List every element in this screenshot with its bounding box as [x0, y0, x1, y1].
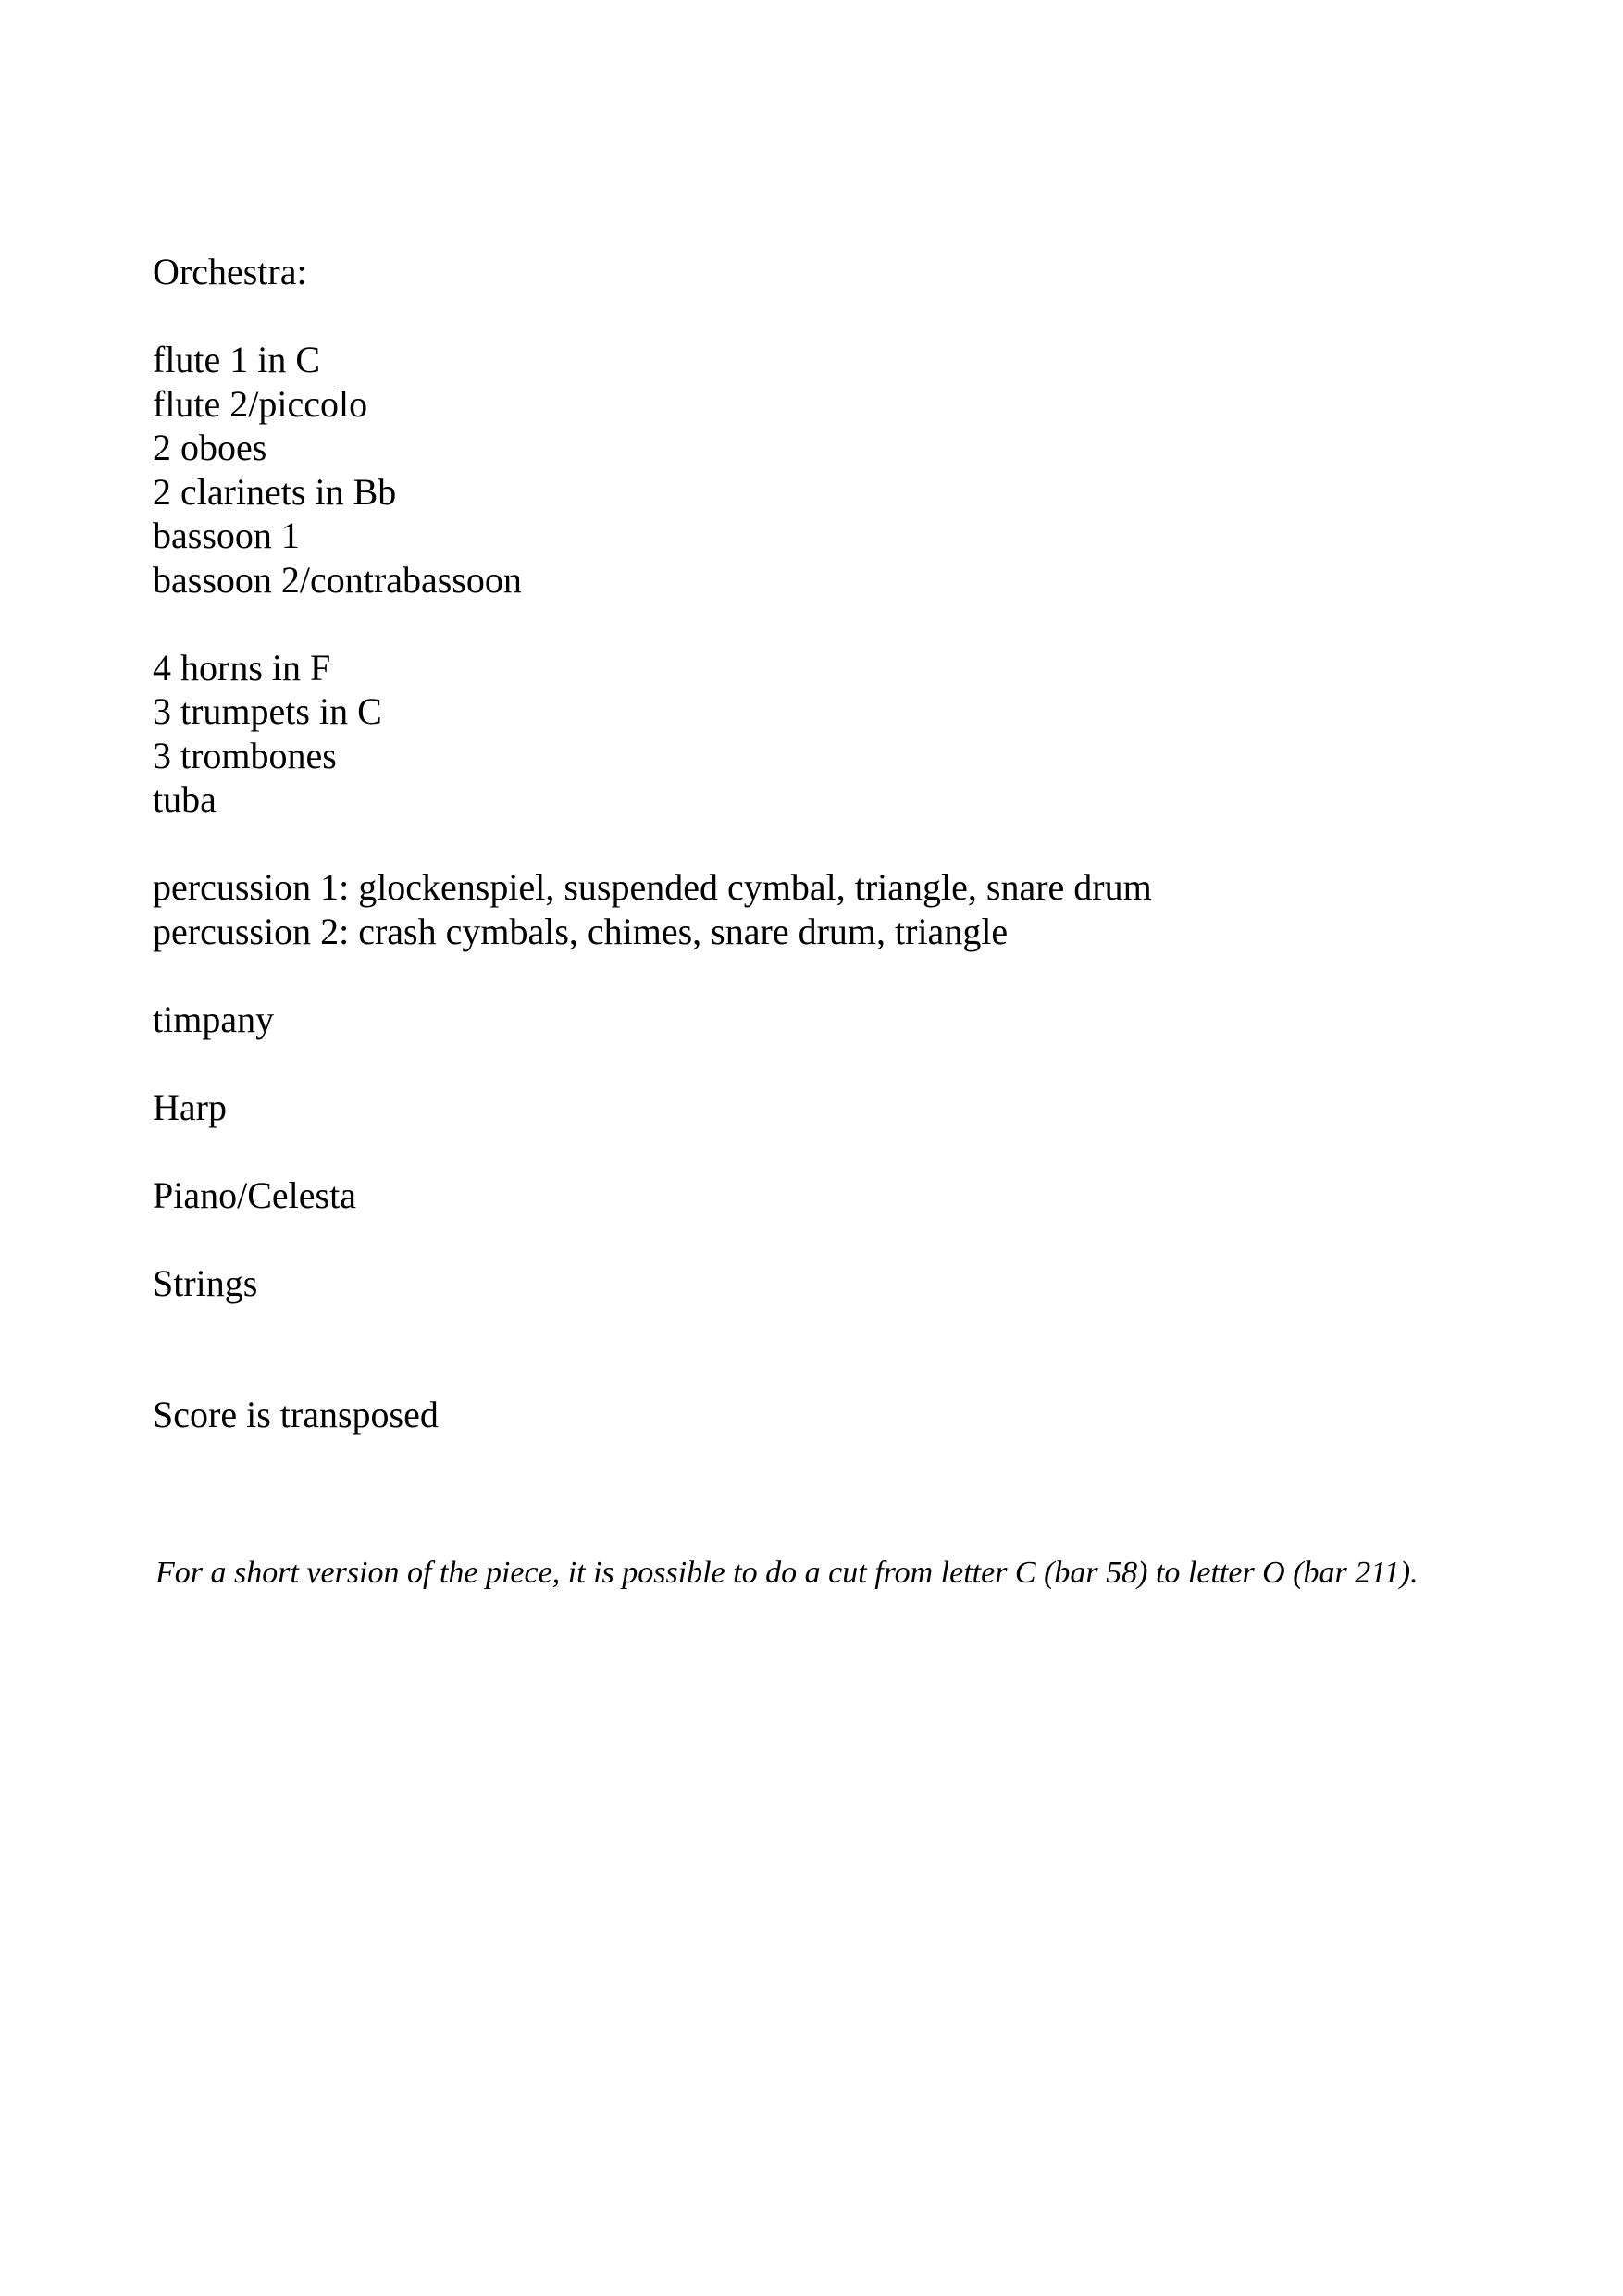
instrument-line: percussion 2: crash cymbals, chimes, snare drum, triangle	[153, 910, 1009, 952]
woodwinds-section	[153, 338, 1494, 602]
instrument-line: flute 2/piccolo	[153, 382, 368, 425]
short-version-cut-note: For a short version of the piece, it is possible to do a cut from letter C (bar 58) to letter O (bar 211).	[155, 1556, 1419, 1590]
spacer	[153, 822, 1494, 866]
percussion-section	[153, 865, 1494, 953]
instrument-line: 4 horns in F	[153, 646, 331, 689]
spacer	[153, 953, 1494, 998]
keyboard-line: Piano/Celesta	[153, 1173, 356, 1216]
instrument-line: flute 1 in C	[153, 339, 321, 380]
instrument-line: tuba	[153, 778, 217, 820]
instrumentation-list	[153, 250, 1494, 1437]
orchestra-heading: Orchestra:	[153, 251, 307, 292]
instrument-line: 2 clarinets in Bb	[153, 470, 397, 513]
instrument-line: 3 trumpets in C	[153, 690, 382, 732]
brass-section	[153, 646, 1494, 822]
strings-line: Strings	[153, 1261, 258, 1304]
spacer	[153, 1041, 1494, 1086]
spacer	[153, 1217, 1494, 1261]
score-transposed-note: Score is transposed	[153, 1394, 439, 1435]
instrument-line: 2 oboes	[153, 427, 267, 468]
instrument-line: bassoon 1	[153, 515, 300, 556]
spacer	[153, 1129, 1494, 1173]
instrument-line: bassoon 2/contrabassoon	[153, 558, 522, 601]
harp-line: Harp	[153, 1086, 227, 1128]
spacer	[153, 1305, 1494, 1393]
instrument-line: percussion 1: glockenspiel, suspended cymbal, triangle, snare drum	[153, 866, 1152, 908]
timpani-line: timpany	[153, 998, 275, 1040]
instrument-line: 3 trombones	[153, 734, 337, 776]
spacer	[153, 602, 1494, 646]
spacer	[153, 294, 1494, 339]
